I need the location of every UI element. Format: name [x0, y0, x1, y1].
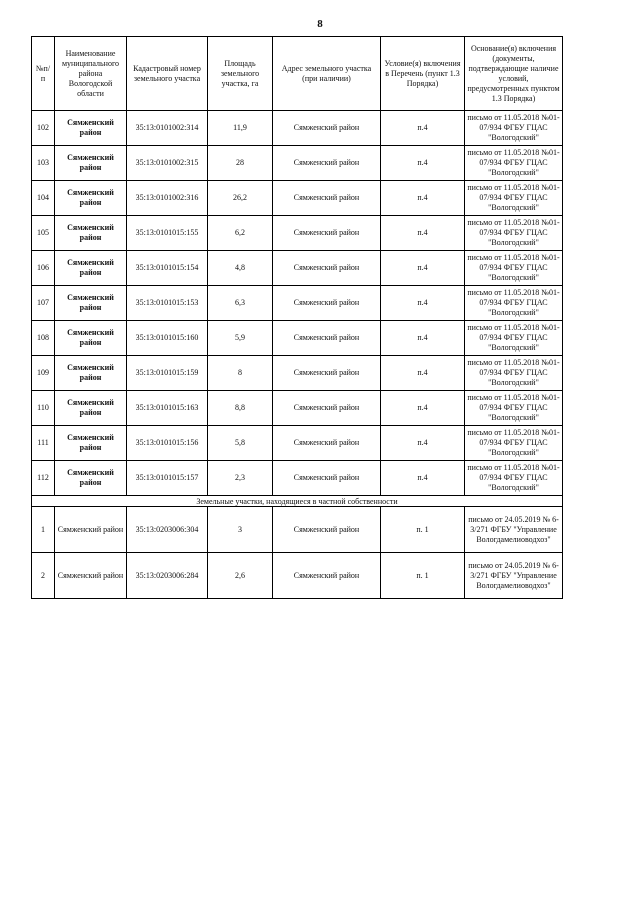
table-row [32, 321, 563, 356]
cell-number: 106 [32, 251, 55, 286]
cell-basis: письмо от 11.05.2018 №01-07/934 ФГБУ ГЦАС "Вологодский" [465, 111, 563, 146]
cell-basis: письмо от 24.05.2019 № 6-3/271 ФГБУ "Управление Вологдамелиоводхоз" [465, 507, 563, 553]
cell-number: 109 [32, 356, 55, 391]
table-row [32, 286, 563, 321]
cell-address: Сямженский район [273, 216, 381, 251]
cell-number: 111 [32, 426, 55, 461]
cell-basis: письмо от 24.05.2019 № 6-3/271 ФГБУ "Управление Вологдамелиоводхоз" [465, 553, 563, 599]
cell-district: Сямженский район [55, 356, 127, 391]
cell-area: 4,8 [208, 251, 273, 286]
col-header-basis: Основание(я) включения (документы, подтверждающие наличие условий, предусмотренных пунктом 1.3 Порядка) [465, 37, 563, 111]
cell-condition: п.4 [381, 391, 465, 426]
cell-address: Сямженский район [273, 356, 381, 391]
cell-number: 103 [32, 146, 55, 181]
cell-condition: п.4 [381, 426, 465, 461]
table-row [32, 251, 563, 286]
land-plots-table [31, 36, 563, 599]
cell-area: 3 [208, 507, 273, 553]
cell-basis: письмо от 11.05.2018 №01-07/934 ФГБУ ГЦАС "Вологодский" [465, 146, 563, 181]
cell-district: Сямженский район [55, 553, 127, 599]
cell-number: 108 [32, 321, 55, 356]
cell-address: Сямженский район [273, 553, 381, 599]
cell-cadastral: 35:13:0101015:160 [127, 321, 208, 356]
cell-address: Сямженский район [273, 181, 381, 216]
col-header-cadastral: Кадастровый номер земельного участка [127, 37, 208, 111]
cell-basis: письмо от 11.05.2018 №01-07/934 ФГБУ ГЦАС "Вологодский" [465, 461, 563, 496]
cell-condition: п.4 [381, 321, 465, 356]
cell-area: 8 [208, 356, 273, 391]
table-row [32, 216, 563, 251]
col-header-condition: Условие(я) включения в Перечень (пункт 1.3 Порядка) [381, 37, 465, 111]
cell-basis: письмо от 11.05.2018 №01-07/934 ФГБУ ГЦАС "Вологодский" [465, 251, 563, 286]
cell-cadastral: 35:13:0203006:304 [127, 507, 208, 553]
table-row [32, 146, 563, 181]
cell-number: 104 [32, 181, 55, 216]
cell-cadastral: 35:13:0101015:159 [127, 356, 208, 391]
cell-condition: п.4 [381, 181, 465, 216]
cell-address: Сямженский район [273, 391, 381, 426]
cell-cadastral: 35:13:0101015:155 [127, 216, 208, 251]
cell-district: Сямженский район [55, 507, 127, 553]
section-row [32, 496, 563, 507]
cell-district: Сямженский район [55, 461, 127, 496]
table-row [32, 507, 563, 553]
cell-address: Сямженский район [273, 461, 381, 496]
cell-area: 6,2 [208, 216, 273, 251]
cell-number: 1 [32, 507, 55, 553]
cell-condition: п.4 [381, 356, 465, 391]
col-header-number: №п/п [32, 37, 55, 111]
cell-district: Сямженский район [55, 391, 127, 426]
cell-cadastral: 35:13:0101002:316 [127, 181, 208, 216]
cell-condition: п. 1 [381, 553, 465, 599]
col-header-address: Адрес земельного участка (при наличии) [273, 37, 381, 111]
table-row [32, 356, 563, 391]
cell-condition: п.4 [381, 146, 465, 181]
cell-address: Сямженский район [273, 146, 381, 181]
col-header-district: Наименование муниципального района Вологодской области [55, 37, 127, 111]
cell-district: Сямженский район [55, 251, 127, 286]
cell-basis: письмо от 11.05.2018 №01-07/934 ФГБУ ГЦАС "Вологодский" [465, 391, 563, 426]
cell-basis: письмо от 11.05.2018 №01-07/934 ФГБУ ГЦАС "Вологодский" [465, 181, 563, 216]
cell-cadastral: 35:13:0101002:315 [127, 146, 208, 181]
cell-number: 2 [32, 553, 55, 599]
cell-area: 2,6 [208, 553, 273, 599]
cell-address: Сямженский район [273, 251, 381, 286]
cell-number: 105 [32, 216, 55, 251]
cell-condition: п.4 [381, 216, 465, 251]
table-row [32, 181, 563, 216]
table-row [32, 111, 563, 146]
cell-number: 102 [32, 111, 55, 146]
cell-number: 112 [32, 461, 55, 496]
cell-basis: письмо от 11.05.2018 №01-07/934 ФГБУ ГЦАС "Вологодский" [465, 216, 563, 251]
cell-condition: п.4 [381, 251, 465, 286]
cell-condition: п. 1 [381, 507, 465, 553]
cell-area: 5,9 [208, 321, 273, 356]
table-row [32, 461, 563, 496]
page-number: 8 [317, 18, 323, 30]
cell-district: Сямженский район [55, 321, 127, 356]
table-body [32, 111, 563, 599]
col-header-area: Площадь земельного участка, га [208, 37, 273, 111]
cell-district: Сямженский район [55, 111, 127, 146]
cell-district: Сямженский район [55, 146, 127, 181]
cell-area: 2,3 [208, 461, 273, 496]
table-row [32, 391, 563, 426]
cell-number: 110 [32, 391, 55, 426]
cell-district: Сямженский район [55, 216, 127, 251]
cell-number: 107 [32, 286, 55, 321]
cell-area: 28 [208, 146, 273, 181]
cell-cadastral: 35:13:0101015:153 [127, 286, 208, 321]
cell-condition: п.4 [381, 461, 465, 496]
cell-cadastral: 35:13:0203006:284 [127, 553, 208, 599]
cell-area: 11,9 [208, 111, 273, 146]
cell-area: 5,8 [208, 426, 273, 461]
cell-cadastral: 35:13:0101015:157 [127, 461, 208, 496]
cell-basis: письмо от 11.05.2018 №01-07/934 ФГБУ ГЦАС "Вологодский" [465, 426, 563, 461]
cell-basis: письмо от 11.05.2018 №01-07/934 ФГБУ ГЦАС "Вологодский" [465, 286, 563, 321]
cell-cadastral: 35:13:0101015:156 [127, 426, 208, 461]
table-row [32, 426, 563, 461]
cell-address: Сямженский район [273, 426, 381, 461]
cell-address: Сямженский район [273, 507, 381, 553]
cell-cadastral: 35:13:0101015:154 [127, 251, 208, 286]
cell-cadastral: 35:13:0101015:163 [127, 391, 208, 426]
cell-cadastral: 35:13:0101002:314 [127, 111, 208, 146]
cell-district: Сямженский район [55, 286, 127, 321]
cell-basis: письмо от 11.05.2018 №01-07/934 ФГБУ ГЦАС "Вологодский" [465, 356, 563, 391]
cell-district: Сямженский район [55, 426, 127, 461]
cell-district: Сямженский район [55, 181, 127, 216]
cell-basis: письмо от 11.05.2018 №01-07/934 ФГБУ ГЦАС "Вологодский" [465, 321, 563, 356]
cell-condition: п.4 [381, 286, 465, 321]
section-title: Земельные участки, находящиеся в частной собственности [32, 496, 563, 507]
cell-condition: п.4 [381, 111, 465, 146]
cell-address: Сямженский район [273, 286, 381, 321]
table-row [32, 553, 563, 599]
cell-area: 6,3 [208, 286, 273, 321]
cell-area: 26,2 [208, 181, 273, 216]
cell-area: 8,8 [208, 391, 273, 426]
cell-address: Сямженский район [273, 321, 381, 356]
table-header-row [32, 37, 563, 111]
cell-address: Сямженский район [273, 111, 381, 146]
